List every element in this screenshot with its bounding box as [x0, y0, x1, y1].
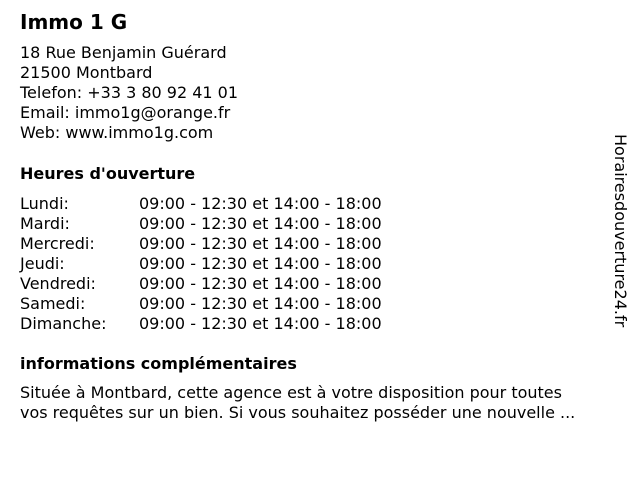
street-address: 18 Rue Benjamin Guérard	[20, 43, 227, 62]
city-postcode: 21500 Montbard	[20, 63, 153, 82]
time-range: 09:00 - 12:30 et 14:00 - 18:00	[139, 194, 382, 213]
web-line: Web: www.immo1g.com	[20, 123, 214, 142]
time-range: 09:00 - 12:30 et 14:00 - 18:00	[139, 294, 382, 313]
day-label: Jeudi:	[20, 254, 65, 273]
day-label: Vendredi:	[20, 274, 96, 293]
time-range: 09:00 - 12:30 et 14:00 - 18:00	[139, 274, 382, 293]
time-range: 09:00 - 12:30 et 14:00 - 18:00	[139, 314, 382, 333]
contact-block	[20, 43, 238, 143]
email-line: Email: immo1g@orange.fr	[20, 103, 231, 122]
time-range: 09:00 - 12:30 et 14:00 - 18:00	[139, 214, 382, 233]
additional-info-heading: informations complémentaires	[20, 354, 297, 373]
day-label: Lundi:	[20, 194, 69, 213]
opening-hours-heading: Heures d'ouverture	[20, 164, 196, 183]
business-title: Immo 1 G	[20, 10, 128, 34]
watermark	[612, 134, 632, 370]
additional-info-text: Située à Montbard, cette agence est à votre disposition pour toutes vos requêtes sur un bien. Si vous souhaitez posséder une nouvelle ...	[20, 383, 576, 422]
day-label: Mardi:	[20, 214, 70, 233]
watermark-text: Horairesdouverture24.fr	[611, 134, 630, 328]
day-label: Mercredi:	[20, 234, 95, 253]
phone-line: Telefon: +33 3 80 92 41 01	[20, 83, 239, 102]
day-label: Dimanche:	[20, 314, 107, 333]
day-label: Samedi:	[20, 294, 86, 313]
time-range: 09:00 - 12:30 et 14:00 - 18:00	[139, 254, 382, 273]
time-range: 09:00 - 12:30 et 14:00 - 18:00	[139, 234, 382, 253]
